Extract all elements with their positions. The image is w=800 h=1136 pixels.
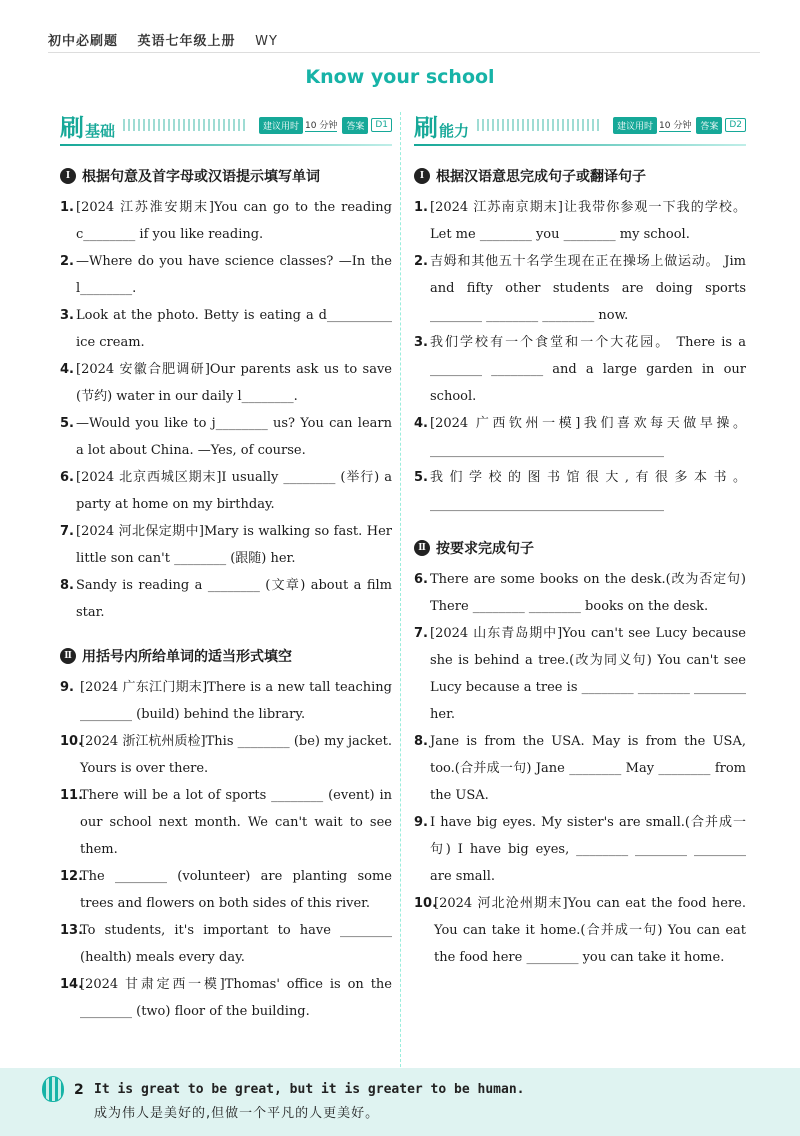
section-title: 按要求完成句子: [436, 541, 534, 557]
question-text: The ________ (volunteer) are planting some trees and flowers on both sides of this river.: [80, 869, 392, 911]
page-footer: [0, 1068, 800, 1136]
quote-chinese: 成为伟人是美好的,但做一个平凡的人更美好。: [94, 1106, 380, 1121]
question-text: [2024 广西钦州一模]我们喜欢每天做早操。 ____________________________________: [430, 416, 746, 458]
question-text: [2024 江苏淮安期末]You can go to the reading c________ if you like reading.: [76, 200, 392, 242]
section-number: Ⅱ: [60, 648, 76, 664]
question-text: [2024 江苏南京期末]让我带你参观一下我的学校。 Let me ________ you ________ my school.: [430, 200, 746, 242]
question-text: [2024 河北沧州期末]You can eat the food here. You can take it home.(合并成一句) You can eat the food here ________ you can take it home.: [434, 896, 746, 965]
question-number: 11.: [60, 788, 84, 803]
book-name: 初中必刷题: [48, 34, 119, 49]
question-text: To students, it's important to have ________ (health) meals every day.: [80, 923, 392, 965]
quote-english: It is great to be great, but it is greater to be human.: [94, 1082, 525, 1097]
section-heading: [60, 646, 392, 666]
question-text: Look at the photo. Betty is eating a d__________ ice cream.: [76, 308, 392, 350]
brand-char: 刷: [60, 113, 84, 142]
question-number: 6.: [414, 572, 428, 587]
question-text: 吉姆和其他五十名学生现在正在操场上做运动。 Jim and fifty other students are doing sports ________ ________ ________ now.: [430, 254, 746, 323]
book-edition: WY: [255, 34, 278, 49]
question-item: [60, 917, 392, 971]
column-divider: [400, 112, 401, 1067]
question-number: 1.: [414, 200, 428, 215]
question-number: 9.: [414, 815, 428, 830]
question-item: [60, 674, 392, 728]
balloon-icon: [42, 1076, 64, 1102]
time-label: 建议用时: [613, 117, 657, 134]
question-number: 9.: [60, 680, 74, 695]
question-item: [60, 410, 392, 464]
question-text: [2024 广东江门期末]There is a new tall teaching ________ (build) behind the library.: [80, 680, 392, 722]
question-number: 13.: [60, 923, 84, 938]
question-number: 3.: [60, 308, 74, 323]
question-number: 7.: [414, 626, 428, 641]
question-number: 2.: [414, 254, 428, 269]
question-number: 10.: [60, 734, 84, 749]
section-title: 用括号内所给单词的适当形式填空: [82, 649, 292, 665]
time-value: 10 分钟: [659, 118, 691, 132]
question-item: [414, 329, 746, 410]
question-number: 4.: [414, 416, 428, 431]
question-item: [60, 728, 392, 782]
banner-underline: [414, 144, 746, 146]
question-number: 8.: [60, 578, 74, 593]
question-text: I have big eyes. My sister's are small.(合并成一句) I have big eyes, ________ ________ ________ are small.: [430, 815, 746, 884]
section-heading: [414, 166, 746, 186]
question-number: 2.: [60, 254, 74, 269]
time-value: 10 分钟: [305, 118, 337, 132]
question-number: 6.: [60, 470, 74, 485]
question-item: [60, 194, 392, 248]
question-item: [60, 356, 392, 410]
question-item: [60, 302, 392, 356]
question-number: 3.: [414, 335, 428, 350]
question-number: 7.: [60, 524, 74, 539]
section-title: 根据句意及首字母或汉语提示填写单词: [82, 169, 320, 185]
question-item: [414, 464, 746, 518]
question-text: [2024 山东青岛期中]You can't see Lucy because she is behind a tree.(改为同义句) You can't see Lucy because a tree is ________ ________ ________ her.: [430, 626, 746, 722]
question-text: There will be a lot of sports ________ (event) in our school next month. We can't wait to see them.: [80, 788, 392, 857]
answer-code: D2: [725, 118, 746, 132]
left-brand: [60, 108, 115, 143]
brand-char: 刷: [414, 113, 438, 142]
question-number: 12.: [60, 869, 84, 884]
question-item: [60, 782, 392, 863]
question-text: [2024 北京西城区期末]I usually ________ (举行) a party at home on my birthday.: [76, 470, 392, 512]
answer-label: 答案: [342, 117, 368, 134]
question-text: [2024 安徽合肥调研]Our parents ask us to save (节约) water in our daily l________.: [76, 362, 392, 404]
question-item: [60, 464, 392, 518]
question-text: [2024 河北保定期中]Mary is walking so fast. Her little son can't ________ (跟随) her.: [76, 524, 392, 566]
section-title: 根据汉语意思完成句子或翻译句子: [436, 169, 646, 185]
section-heading: [60, 166, 392, 186]
question-text: [2024 甘肃定西一模]Thomas' office is on the ________ (two) floor of the building.: [80, 977, 392, 1019]
section-number: Ⅰ: [60, 168, 76, 184]
question-item: [414, 248, 746, 329]
question-text: 我们学校的图书馆很大,有很多本书。 ____________________________________: [430, 470, 746, 512]
section-number: Ⅰ: [414, 168, 430, 184]
answer-code: D1: [371, 118, 392, 132]
brand-label: 能力: [439, 121, 470, 140]
left-banner: [60, 108, 392, 142]
left-column: [60, 108, 392, 1025]
question-text: 我们学校有一个食堂和一个大花园。 There is a ________ ________ and a large garden in our school.: [430, 335, 746, 404]
question-item: [414, 410, 746, 464]
question-text: —Would you like to j________ us? You can learn a lot about China. —Yes, of course.: [76, 416, 392, 458]
banner-underline: [60, 144, 392, 146]
question-item: [60, 863, 392, 917]
page-title: Know your school: [305, 66, 495, 88]
question-item: [414, 194, 746, 248]
question-item: [414, 728, 746, 809]
header-divider: [48, 52, 760, 53]
question-item: [414, 566, 746, 620]
section-heading: [414, 538, 746, 558]
question-text: Jane is from the USA. May is from the USA, too.(合并成一句) Jane ________ May ________ from the USA.: [430, 734, 746, 803]
right-banner: [414, 108, 746, 142]
question-text: —Where do you have science classes? —In the l________.: [76, 254, 392, 296]
page-number: 2: [74, 1082, 84, 1098]
book-header: [48, 30, 292, 49]
question-text: Sandy is reading a ________ (文章) about a film star.: [76, 578, 392, 620]
time-label: 建议用时: [259, 117, 303, 134]
question-item: [414, 890, 746, 971]
question-item: [60, 248, 392, 302]
question-item: [414, 809, 746, 890]
question-number: 4.: [60, 362, 74, 377]
book-subject: 英语七年级上册: [137, 34, 236, 49]
question-number: 5.: [414, 470, 428, 485]
banner-stripes: [477, 119, 602, 131]
question-item: [60, 572, 392, 626]
question-item: [60, 971, 392, 1025]
question-number: 5.: [60, 416, 74, 431]
question-number: 10.: [414, 896, 438, 911]
right-column: [414, 108, 746, 971]
question-number: 1.: [60, 200, 74, 215]
right-brand: [414, 108, 469, 143]
section-number: Ⅱ: [414, 540, 430, 556]
banner-stripes: [123, 119, 248, 131]
question-text: There are some books on the desk.(改为否定句) There ________ ________ books on the desk.: [430, 572, 746, 614]
question-text: [2024 浙江杭州质检]This ________ (be) my jacket. Yours is over there.: [80, 734, 392, 776]
question-item: [414, 620, 746, 728]
question-item: [60, 518, 392, 572]
brand-label: 基础: [85, 121, 116, 140]
answer-label: 答案: [696, 117, 722, 134]
question-number: 8.: [414, 734, 428, 749]
question-number: 14.: [60, 977, 84, 992]
